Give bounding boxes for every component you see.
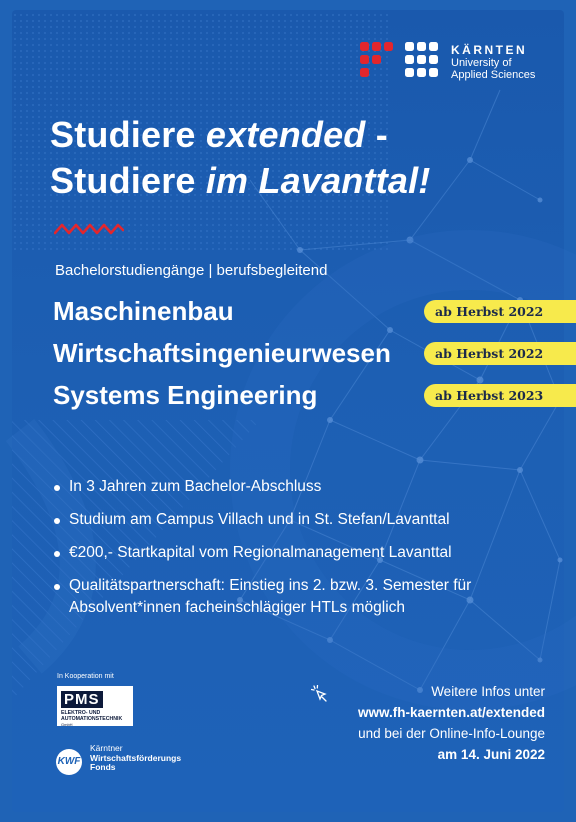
info-box	[358, 681, 545, 765]
kwf-logo-line: Kärntner	[90, 743, 123, 753]
headline	[50, 112, 550, 204]
headline-text: Studiere	[50, 114, 206, 155]
list-item-text: In 3 Jahren zum Bachelor-Abschluss	[69, 478, 322, 495]
pms-logo-line: GmbH	[61, 722, 73, 727]
cooperation-label: In Kooperation mit	[57, 673, 114, 680]
list-item-text: Studium am Campus Villach und in St. Stefan/Lavanttal	[69, 511, 450, 528]
kwf-logo-mark: KWF	[56, 749, 82, 775]
pms-partner-logo	[57, 686, 133, 726]
info-date: am 14. Juni 2022	[437, 747, 545, 762]
program-item	[0, 294, 576, 336]
headline-line-1	[50, 112, 550, 158]
pms-logo-text	[61, 710, 129, 728]
program-name: Systems Engineering	[53, 380, 318, 410]
list-item	[52, 476, 522, 498]
university-logo	[360, 42, 540, 86]
cursor-click-icon	[311, 685, 329, 703]
headline-line-2	[50, 158, 550, 204]
kwf-partner-logo	[52, 739, 202, 781]
info-line: und bei der Online-Info-Lounge	[358, 726, 545, 741]
logo-text	[451, 43, 535, 81]
start-date-badge: ab Herbst 2022	[424, 342, 576, 365]
pms-logo-mark: PMS	[61, 691, 103, 708]
zigzag-accent-icon	[54, 222, 124, 236]
program-item	[0, 336, 576, 378]
logo-subtitle-line1: University of	[451, 57, 512, 69]
list-item	[52, 509, 522, 531]
logo-name: KÄRNTEN	[451, 43, 528, 57]
pms-logo-line: ELEKTRO- UND	[61, 710, 101, 716]
program-name: Maschinenbau	[53, 296, 234, 326]
headline-dash: -	[365, 114, 388, 155]
bullet-icon	[54, 584, 60, 590]
headline-text: Studiere	[50, 160, 206, 201]
kwf-logo-line: Fonds	[90, 762, 116, 772]
bullet-icon	[54, 551, 60, 557]
dot-grid-logo-icon	[360, 42, 438, 82]
list-item-text: €200,- Startkapital vom Regionalmanagement Lavanttal	[69, 544, 452, 561]
kwf-logo-text	[90, 744, 181, 773]
info-line: Weitere Infos unter	[431, 684, 545, 699]
start-date-badge: ab Herbst 2022	[424, 300, 576, 323]
info-url-link[interactable]: www.fh-kaernten.at/extended	[357, 705, 545, 720]
bullet-icon	[54, 518, 60, 524]
kwf-logo-line: Wirtschaftsförderungs	[90, 752, 182, 763]
headline-italic: im Lavanttal!	[205, 160, 431, 201]
start-date-badge: ab Herbst 2023	[424, 384, 576, 407]
list-item	[52, 575, 522, 619]
pms-logo-line: AUTOMATIONSTECHNIK	[61, 716, 123, 722]
headline-italic: extended	[205, 114, 366, 155]
list-item-text: Qualitätspartnerschaft: Einstieg ins 2. bzw. 3. Semester für Absolvent*innen facheinschlägiger HTLs möglich	[69, 577, 472, 616]
logo-subtitle-line2: Applied Sciences	[451, 69, 536, 81]
subtitle: Bachelorstudiengänge | berufsbegleitend	[55, 262, 328, 279]
program-item	[0, 378, 576, 420]
list-item	[52, 542, 522, 564]
program-name: Wirtschaftsingenieurwesen	[53, 338, 391, 368]
benefits-list	[52, 476, 522, 630]
program-list	[0, 294, 576, 420]
bullet-icon	[54, 485, 60, 491]
